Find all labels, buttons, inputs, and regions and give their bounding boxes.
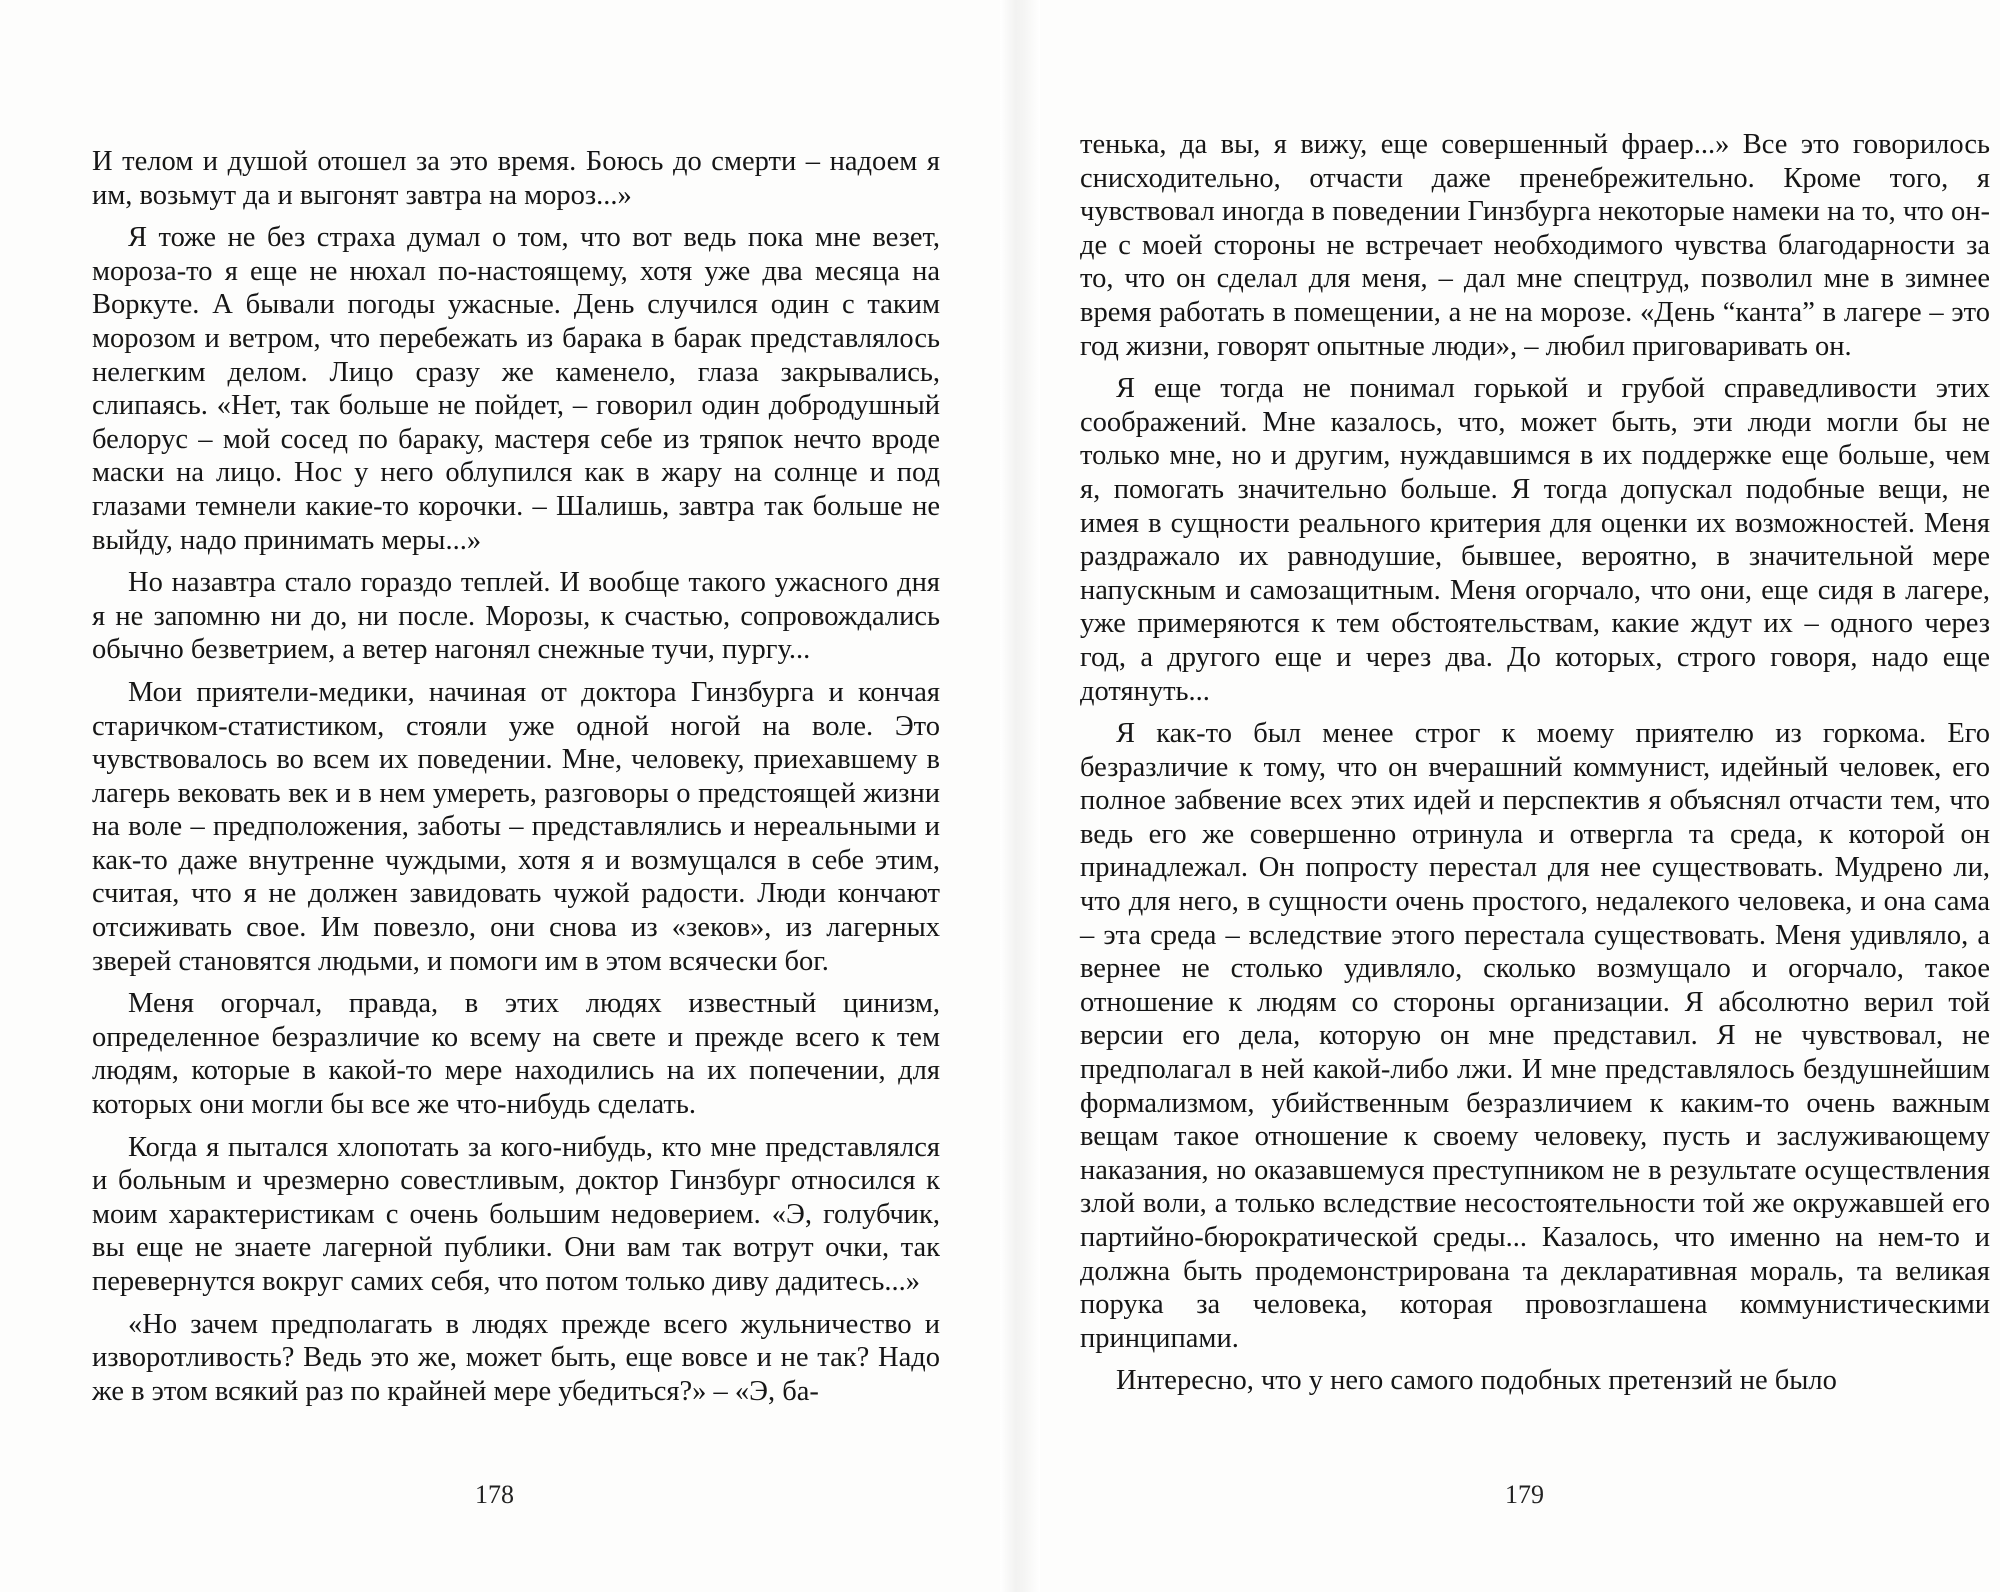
paragraph: тенька, да вы, я вижу, еще совершенный фраер...» Все это говорилось снисходительно, отчасти даже пренебрежительно. Кроме того, я чувствовал иногда в поведении Гинзбурга некоторые намеки на то, что он-де с моей стороны не встречает необходимого чувства благодарности за то, что он сделал для меня, – дал мне спецтруд, позволил мне в зимнее время работать в помещении, а не на морозе. «День “канта” в лагере – это год жизни, говорят опытные люди», – любил приговаривать он. — [1080, 129, 1990, 362]
paragraph: Интересно, что у него самого подобных претензий не было — [1116, 1365, 1837, 1397]
paragraph: Когда я пытался хлопотать за кого-нибудь, кто мне представлялся и больным и чрезмерно совестливым, доктор Гинзбург относился к моим характеристикам с очень большим недоверием. «Э, голубчик, вы еще не знаете лагерной публики. Они вам так вотрут очки, так перевернутся вокруг самих себя, что потом только диву дадитесь...» — [92, 1131, 940, 1297]
paragraph: «Но зачем предполагать в людях прежде всего жульничество и изворотливость? Ведь это же, может быть, еще вовсе и не так? Надо же в этом всякий раз по крайней мере убедиться?» – «Э, ба- — [92, 1308, 940, 1407]
book-gutter — [1000, 0, 1040, 1592]
paragraph: Я тоже не без страха думал о том, что вот ведь пока мне везет, мороза-то я еще не нюхал по-настоящему, хотя уже два месяца на Воркуте. А бывали погоды ужасные. День случился один с таким морозом и ветром, что перебежать из барака в барак представлялось нелегким делом. Лицо сразу же каменело, глаза закрывались, слипаясь. «Нет, так больше не пойдет, – говорил один добродушный белорус – мой сосед по бараку, мастеря себе из тряпок нечто вроде маски на лицо. Нос у него облупился как в жару на солнце и под глазами темнели какие-то корочки. – Шалишь, завтра так больше не выйду, надо принимать меры...» — [92, 222, 940, 556]
paragraph: Но назавтра стало гораздо теплей. И вообще такого ужасного дня я не запомню ни до, ни после. Морозы, к счастью, сопровождались обычно безветрием, а ветер нагонял снежные тучи, пургу... — [92, 567, 940, 666]
paragraph: Я еще тогда не понимал горькой и грубой справедливости этих соображений. Мне казалось, что, может быть, эти люди могли бы не только мне, но и другим, нуждавшимся в их поддержке еще больше, чем я, помогать значительно больше. Я тогда допускал подобные вещи, не имея в сущности реального критерия для оценки их возможностей. Меня раздражало их равнодушие, бывшее, вероятно, в значительной мере напускным и самозащитным. Меня огорчало, что они, еще сидя в лагере, уже примеряются к тем обстоятельствам, какие ждут их – одного через год, а другого еще и через два. До которых, строго говоря, надо еще дотянуть... — [1080, 373, 1990, 707]
page-number: 178 — [475, 1480, 514, 1509]
paragraph: Меня огорчал, правда, в этих людях известный цинизм, определенное безразличие ко всему на свете и прежде всего к тем людям, которые в какой-то мере находились на их попечении, для которых они могли бы все же что-нибудь сделать. — [92, 988, 940, 1121]
paragraph: Я как-то был менее строг к моему приятелю из горкома. Его безразличие к тому, что он вчерашний коммунист, идейный человек, его полное забвение всех этих идей и перспектив я объяснял отчасти тем, что ведь его же совершенно отринула и отвергла та среда, к которой он принадлежал. Он попросту перестал для нее существовать. Мудрено ли, что для него, в сущности очень простого, недалекого человека, и она сама – эта среда – вследствие этого перестала существовать. Меня удивляло, а вернее не столько удивляло, сколько возмущало и огорчало, такое отношение к людям со стороны организации. Я абсолютно верил той версии его дела, которую он мне представил. Я не чувствовал, не предполагал в ней какой-либо лжи. И мне представлялось бездушнейшим формализмом, убийственным безразличием к каким-то очень важным вещам такое отношение к своему человеку, пусть и заслуживающему наказания, но оказавшемуся преступником не в результате осуществления злой воли, а только вследствие несостоятельности той же окружавшей его партийно-бюрократической среды... Казалось, что именно на нем-то и должна быть продемонстрирована та декларативная мораль, та великая порука за человека, которая провозглашена коммунистическими принципами. — [1080, 718, 1990, 1354]
paragraph: Мои приятели-медики, начиная от доктора Гинзбурга и кончая старичком-статистиком, стояли уже одной ногой на воле. Это чувствовалось во всем их поведении. Мне, человеку, приехавшему в лагерь вековать век и в нем умереть, разговоры о предстоящей жизни на воле – предположения, заботы – представлялись и нереальными и как-то даже внутренне чуждыми, хотя я и возмущался в себе этим, считая, что я не должен завидовать чужой радости. Люди кончают отсиживать свое. Им повезло, они снова из «зеков», из лагерных зверей становятся людьми, и помоги им в этом всячески бог. — [92, 676, 940, 977]
right-page — [1040, 0, 2000, 1592]
left-page-text — [92, 145, 940, 1408]
page-number: 179 — [1505, 1480, 1544, 1509]
right-page-text — [1080, 128, 1990, 1398]
paragraph: И телом и душой отошел за это время. Боюсь до смерти – надоем я им, возьмут да и выгонят завтра на мороз...» — [92, 146, 940, 211]
